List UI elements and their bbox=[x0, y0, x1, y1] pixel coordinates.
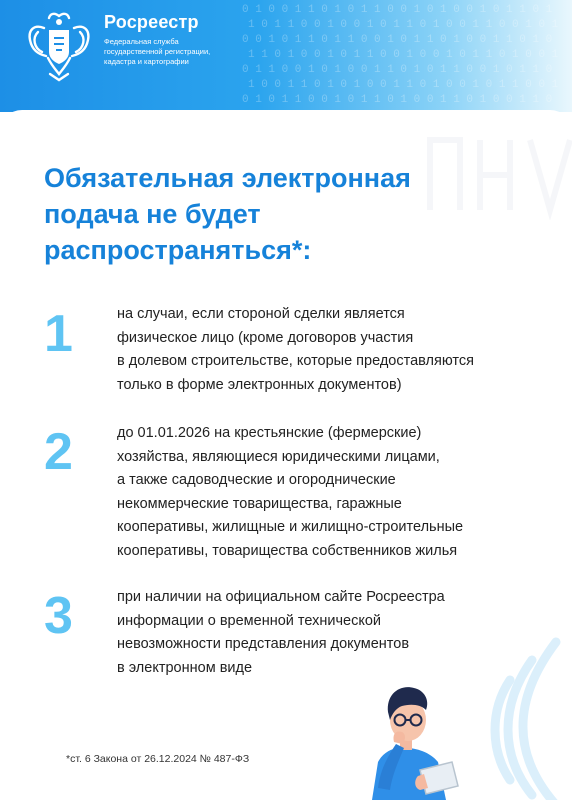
svg-text:1 0 0 1 1 0 1 0 1 0 0 1 1 0 1: 1 0 0 1 1 0 1 0 1 0 0 1 1 0 1 0 0 1 0 1 1 0 0 1 bbox=[248, 79, 559, 91]
svg-text:0 1 1 0 0 1 0 1 0 0 1 1 0 1 0: 0 1 1 0 0 1 0 1 0 0 1 1 0 1 0 1 1 0 0 1 0 1 1 0 bbox=[242, 64, 553, 76]
item-number-2: 2 bbox=[44, 423, 73, 481]
item-line: физическое лицо (кроме договоров участия bbox=[117, 329, 414, 346]
rosreestr-emblem-icon bbox=[24, 8, 94, 82]
svg-text:1 1 0 1 0 0 1 0 1 1 0 0 1 0 0: 1 1 0 1 0 0 1 0 1 1 0 0 1 0 0 1 0 1 1 0 1 0 0 1 bbox=[248, 49, 559, 61]
brand-subtitle bbox=[104, 37, 244, 67]
item-number-1: 1 bbox=[44, 305, 73, 363]
title-line: подача не будет bbox=[44, 199, 261, 229]
svg-text:0 0 1 0 1 1 0 1 1 0 0 1 0 1 1: 0 0 1 0 1 1 0 1 1 0 0 1 0 1 1 0 1 0 0 1 1 0 1 0 bbox=[242, 34, 553, 46]
title-line: Обязательная электронная bbox=[44, 163, 411, 193]
item-line: а также садоводческие и огороднические bbox=[117, 472, 396, 488]
svg-text:0 1 0 1 1 0 0 1 0 1 1 0 1 0 0: 0 1 0 1 1 0 0 1 0 1 1 0 1 0 0 1 1 0 1 0 0 1 1 0 bbox=[242, 94, 553, 106]
brand-name: Росреестр bbox=[104, 12, 199, 32]
person-with-tablet-illustration bbox=[350, 670, 460, 800]
item-line: при наличии на официальном сайте Росреестра bbox=[117, 589, 445, 605]
item-line: невозможности представления документов bbox=[117, 636, 410, 652]
svg-text:1 0 1 1 0 0 1 0 0 1 0 1 1 0 1: 1 0 1 1 0 0 1 0 0 1 0 1 1 0 1 0 0 1 1 0 0 1 0 1 bbox=[248, 19, 559, 31]
item-line: на случаи, если стороной сделки является bbox=[117, 306, 405, 322]
item-line: в долевом строительстве, которые предоставляются bbox=[117, 353, 474, 369]
item-number-3: 3 bbox=[44, 587, 73, 645]
footnote: *ст. 6 Закона от 26.12.2024 № 487-ФЗ bbox=[66, 753, 250, 765]
item-text-1 bbox=[117, 303, 547, 397]
item-line: некоммерческие товарищества, гаражные bbox=[117, 495, 402, 512]
binary-pattern-decoration bbox=[242, 0, 572, 112]
title-line: распространяться*: bbox=[44, 235, 312, 265]
item-text-2 bbox=[117, 422, 547, 563]
item-line: в электронном виде bbox=[117, 659, 253, 676]
svg-text:0 1 0 0 1 1 0 1 0 1 1 0 0 1 0: 0 1 0 0 1 1 0 1 0 1 1 0 0 1 0 1 0 0 1 0 1 1 0 1 bbox=[242, 4, 553, 16]
brand-subtitle-line: кадастра и картографии bbox=[104, 57, 189, 66]
item-line: хозяйства, являющиеся юридическими лицами, bbox=[117, 448, 440, 465]
item-line: информации о временной технической bbox=[117, 612, 382, 629]
item-line: только в форме электронных документов) bbox=[117, 376, 402, 393]
signal-waves-icon bbox=[470, 630, 572, 800]
brand-subtitle-line: Федеральная служба bbox=[104, 37, 179, 46]
item-line: до 01.01.2026 на крестьянские (фермерские) bbox=[117, 425, 422, 441]
page-title bbox=[44, 160, 524, 268]
item-line: кооперативы, товарищества собственников жилья bbox=[117, 542, 458, 559]
brand-subtitle-line: государственной регистрации, bbox=[104, 47, 211, 56]
header-banner bbox=[0, 0, 572, 112]
item-line: кооперативы, жилищные и жилищно-строительные bbox=[117, 519, 464, 535]
